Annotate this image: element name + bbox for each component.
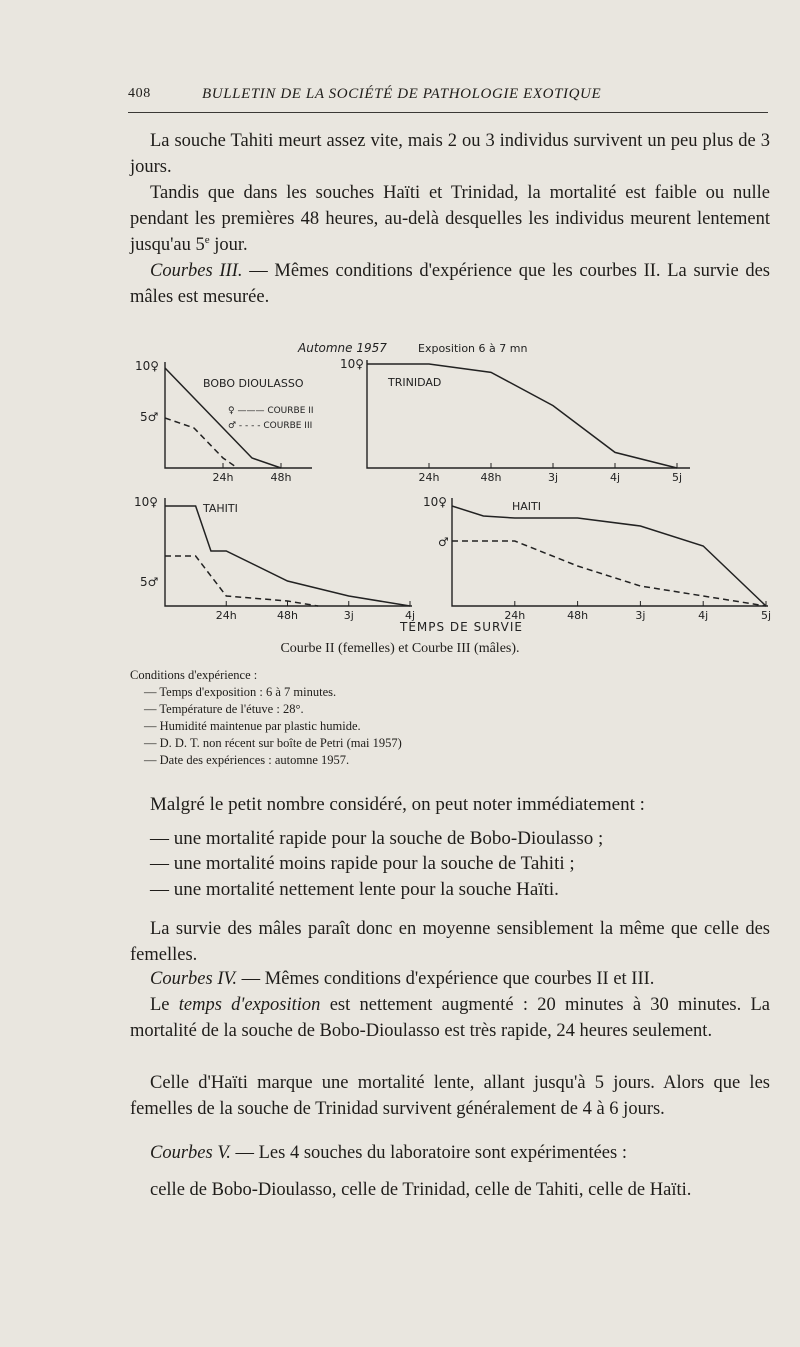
paragraph-temps-exposition: Le temps d'exposition est nettement augmenté : 20 minutes à 30 minutes. La mortalité de la souche de Bobo-Dioulasso est très rapide, 24 heures seulement. [130,995,770,1041]
header-rule [128,112,768,113]
panel-title-haiti: HAITI [512,500,542,513]
trinidad-tick-label: 24h [418,471,440,484]
bobo-male-level: 5♂ [140,410,159,424]
panel-title-bobo: BOBO DIOULASSO [203,377,304,390]
paragraph-survie-males: La survie des mâles paraît donc en moyenne sensiblement la même que celle des femelles. [130,919,770,965]
trinidad-tick-label: 5j [671,471,683,484]
bobo-male-curve [165,418,238,468]
trinidad-tick-label: 48h [480,471,502,484]
paragraph-courbes-iii: Courbes III. — Mêmes conditions d'expérience que les courbes II. La survie des mâles est mesurée. [130,261,771,307]
journal-title: BULLETIN DE LA SOCIÉTÉ DE PATHOLOGIE EXOTIQUE [202,86,602,102]
haiti-tick-label: 24h [504,609,526,622]
haiti-tick-label: 3j [635,609,646,622]
paragraph-haiti-lente: Celle d'Haïti marque une mortalité lente, allant jusqu'à 5 jours. Alors que les femelles de la souche de Trinidad survivent généralement de 4 à 6 jours. [130,1073,770,1119]
legend-female: ♀ ——— COURBE II [228,406,314,416]
haiti-male-level: ♂ [438,535,449,549]
condition-item: — D. D. T. non récent sur boîte de Petri (mai 1957) [144,736,402,750]
tahiti-male-curve [165,556,318,606]
trinidad-tick-label: 3j [547,471,559,484]
figure-exposure-label: Exposition 6 à 7 mn [418,342,528,355]
tahiti-tick-label: 24h [215,609,237,622]
bobo-tick-label: 24h [212,471,234,484]
survival-curves-svg [0,330,800,640]
panel-title-trinidad: TRINIDAD [388,376,442,389]
haiti-female-level: 10♀ [423,495,448,509]
haiti-tick-label: 48h [567,609,589,622]
page-number: 408 [128,86,151,101]
list-item: — une mortalité rapide pour la souche de Bobo-Dioulasso ; [150,828,604,849]
paragraph-quatre-souches: celle de Bobo-Dioulasso, celle de Trinidad, celle de Tahiti, celle de Haïti. [150,1180,692,1200]
intro-line: Malgré le petit nombre considéré, on peut noter immédiatement : [150,794,645,815]
condition-item: — Temps d'exposition : 6 à 7 minutes. [144,685,337,699]
condition-item: — Humidité maintenue par plastic humide. [144,719,361,733]
tahiti-male-level: 5♂ [140,575,159,589]
paragraph-courbes-iv: Courbes IV. — Mêmes conditions d'expérience que courbes II et III. [150,969,655,989]
axis-title-temps: TEMPS DE SURVIE [400,620,523,634]
tahiti-tick-label: 48h [277,609,298,622]
haiti-tick-label: 5j [760,609,772,622]
paragraph-tahiti: La souche Tahiti meurt assez vite, mais 2 ou 3 individus survivent un peu plus de 3 jours. [130,131,770,177]
survival-figure [0,330,800,670]
trinidad-tick-label: 4j [609,471,621,484]
legend-male: ♂ - - - - COURBE III [228,421,313,431]
bobo-female-level: 10♀ [135,359,160,373]
haiti-female-curve [452,506,766,606]
condition-item: — Date des expériences : automne 1957. [144,753,350,767]
bobo-tick-label: 48h [270,471,292,484]
haiti-male-curve [452,541,766,606]
figure-caption: Courbe II (femelles) et Courbe III (mâles). [280,641,520,656]
panel-title-tahiti: TAHITI [203,502,238,515]
list-item: — une mortalité moins rapide pour la souche de Tahiti ; [150,853,575,874]
trinidad-female-level: 10♀ [340,357,365,371]
tahiti-female-curve [165,506,410,606]
list-item: — une mortalité nettement lente pour la souche Haïti. [150,879,559,900]
conditions-block [130,667,650,769]
tahiti-female-level: 10♀ [134,495,159,509]
haiti-tick-label: 4j [698,609,709,622]
tahiti-tick-label: 3j [343,609,354,622]
condition-item: — Température de l'étuve : 28°. [144,702,304,716]
conditions-title: Conditions d'expérience : [130,668,258,682]
figure-season-label: Automne 1957 [298,341,387,355]
paragraph-haiti-trinidad: Tandis que dans les souches Haïti et Trinidad, la mortalité est faible ou nulle pendant les premières 48 heures, au-delà desquelles les individus meurent lentement jusqu'au 5e jour. [130,183,770,255]
haiti-axes [452,498,768,606]
paragraph-courbes-v: Courbes V. — Les 4 souches du laboratoire sont expérimentées : [150,1143,627,1163]
tahiti-tick-label: 4j [404,609,416,622]
